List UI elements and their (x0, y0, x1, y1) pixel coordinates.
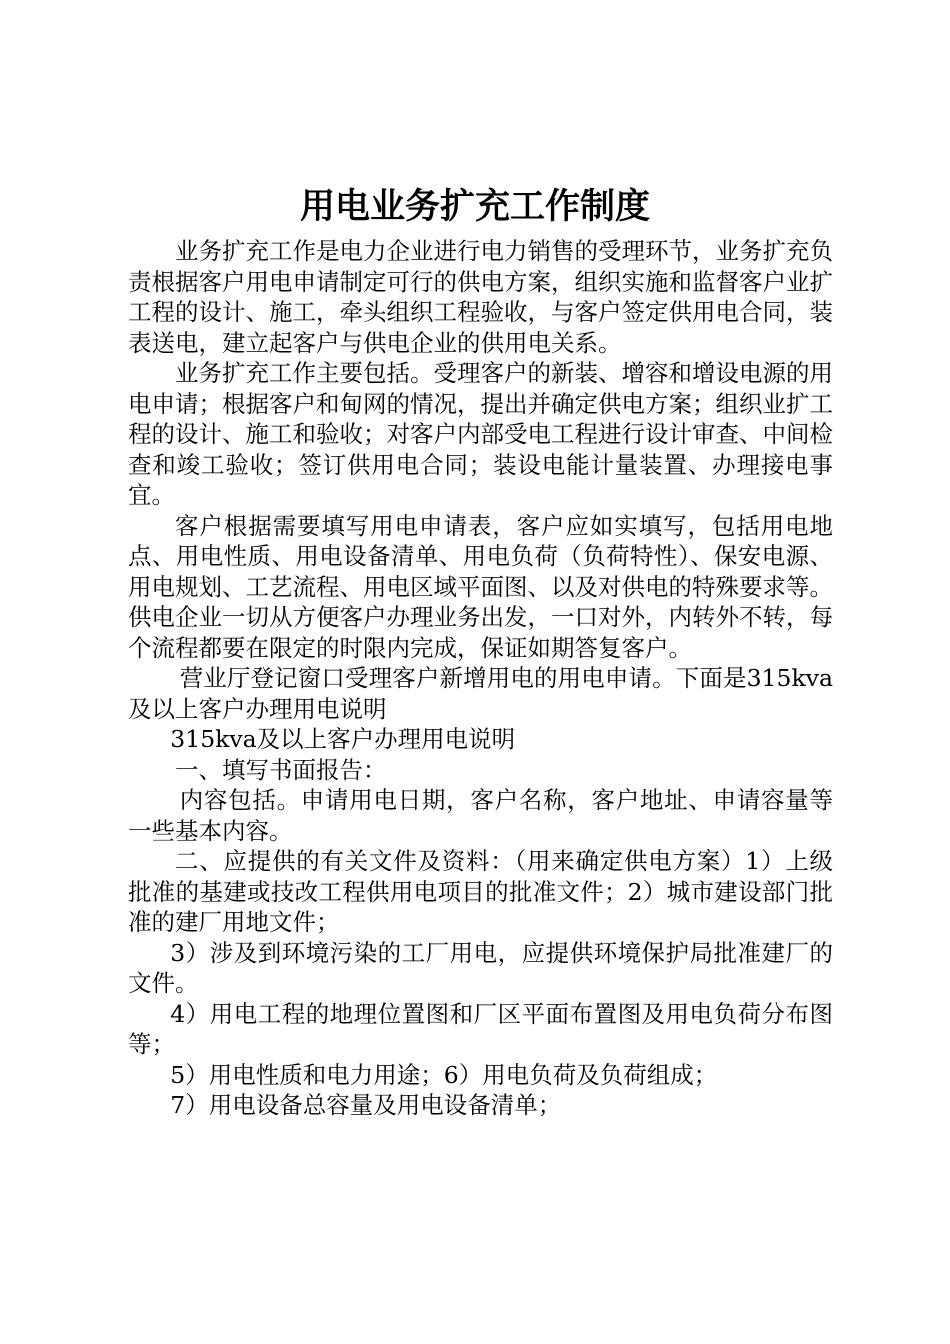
paragraph-report-content: 内容包括。申请用电日期，客户名称，客户地址、申请容量等一些基本内容。 (128, 786, 833, 845)
paragraph-intro: 业务扩充工作是电力企业进行电力销售的受理环节，业务扩充负责根据客户用电申请制定可行的供电方案，组织实施和监督客户业扩工程的设计、施工，牵头组织工程验收，与客户签定供用电合同，装表送电，建立起客户与供电企业的供用电关系。 (128, 237, 833, 357)
paragraph-subheading: 315kva及以上客户办理用电说明 (170, 725, 516, 753)
document-title: 用电业务扩充工作制度 (299, 187, 650, 227)
paragraph-section-two: 二、应提供的有关文件及资料：（用来确定供电方案）1）上级批准的基建或技改工程供用电项目的批准文件；2）城市建设部门批准的建厂用地文件； (128, 847, 833, 936)
document-body (128, 236, 833, 1121)
paragraph-service-hall: 营业厅登记窗口受理客户新增用电的用电申请。下面是315kva及以上客户办理用电说明 (128, 664, 833, 723)
paragraph-application-form: 客户根据需要填写用电申请表，客户应如实填写，包括用电地点、用电性质、用电设备清单、用电负荷（负荷特性）、保安电源、用电规划、工艺流程、用电区域平面图、以及对供电的特殊要求等。供电企业一切从方便客户办理业务出发，一口对外，内转外不转，每个流程都要在限定的时限内完成，保证如期答复客户。 (128, 511, 833, 662)
paragraph-item-3: 3）涉及到环境污染的工厂用电，应提供环境保护局批准建厂的文件。 (128, 938, 833, 997)
paragraph-section-one: 一、填写书面报告： (175, 755, 387, 784)
paragraph-item-5-6: 5）用电性质和电力用途；6）用电负荷及负荷组成； (170, 1060, 718, 1089)
paragraph-item-7: 7）用电设备总容量及用电设备清单； (170, 1091, 562, 1119)
paragraph-scope: 业务扩充工作主要包括。受理客户的新装、增容和增设电源的用电申请；根据客户和甸网的情况，提出并确定供电方案；组织业扩工程的设计、施工和验收；对客户内部受电工程进行设计审查、中间检查和竣工验收；签订供用电合同；装设电能计量装置、办理接电事宜。 (128, 359, 833, 509)
paragraph-item-4: 4）用电工程的地理位置图和厂区平面布置图及用电负荷分布图等； (128, 999, 833, 1058)
